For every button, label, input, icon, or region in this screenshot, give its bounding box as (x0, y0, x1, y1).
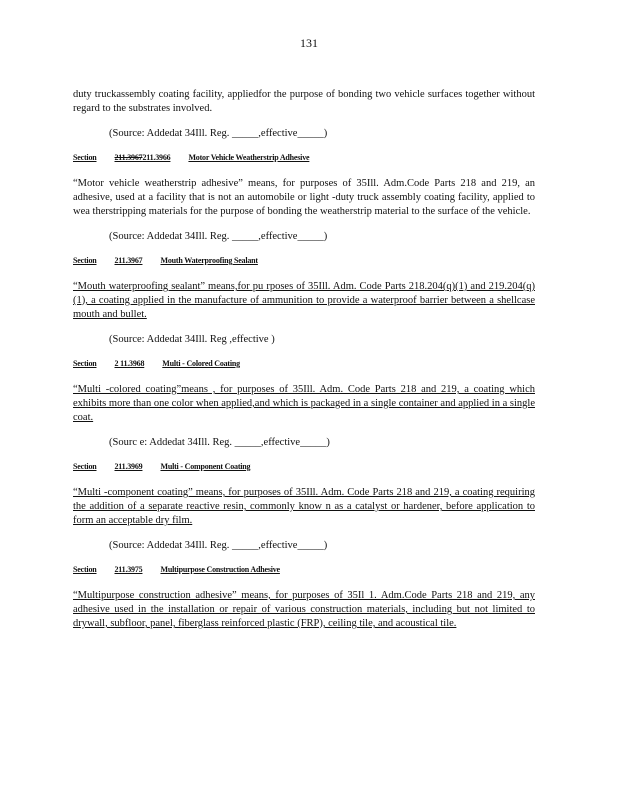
section-title: Motor Vehicle Weatherstrip Adhesive (188, 153, 310, 162)
section-number: 211.3967 (114, 256, 143, 265)
section-title: Multi - Colored Coating (162, 359, 240, 368)
source-note: (Source: Addedat 34Ill. Reg. _____,effective_____) (109, 540, 328, 551)
definition-paragraph: “Multipurpose construction adhesive” means, for purposes of 35Il 1. Adm.Code Parts 218 and 219, any adhesive used in the installation or repair of various construction materials, including but not limited to drywall, subfloor, panel, fiberglass reinforced plastic (FRP), ceiling tile, and acoustical tile. (73, 590, 535, 629)
page-number: 131 (300, 36, 318, 50)
continuation-paragraph: duty truckassembly coating facility, appliedfor the purpose of bonding two vehicle surfaces together without regard to the substrates involved. (73, 89, 535, 114)
section-heading (73, 358, 535, 369)
section-title: Multi - Component Coating (160, 462, 251, 471)
section-label: Section (73, 359, 97, 368)
source-note: (Source: Addedat 34Ill. Reg. _____,effective_____) (109, 231, 328, 242)
source-note: (Source: Addedat 34Ill. Reg. _____,effective_____) (109, 128, 328, 139)
section-heading (73, 152, 535, 163)
section-title: Multipurpose Construction Adhesive (160, 565, 280, 574)
section-label: Section (73, 462, 97, 471)
section-heading (73, 564, 535, 575)
section-label: Section (73, 565, 97, 574)
section-label: Section (73, 153, 97, 162)
section-number: 211.3969 (114, 462, 143, 471)
section-title: Mouth Waterproofing Sealant (160, 256, 258, 265)
source-note: (Sourc e: Addedat 34Ill. Reg. _____,effective_____) (109, 437, 330, 448)
section-number-struck: 211.3967 (114, 153, 143, 162)
definition-paragraph: “Mouth waterproofing sealant” means,for pu rposes of 35Ill. Adm. Code Parts 218.204(q)(1) and 219.204(q)(1), a coating applied in the manufacture of ammunition to provide a waterproof barrier between a shellcase mouth and bullet. (73, 281, 535, 320)
definition-paragraph: “Multi -component coating” means, for purposes of 35Ill. Adm. Code Parts 218 and 219, a coating requiring the addition of a separate reactive resin, commonly know n as a catalyst or hardener, before application to form an acceptable dry film. (73, 487, 535, 526)
source-note: (Source: Addedat 34Ill. Reg ,effective ) (109, 334, 275, 345)
section-label: Section (73, 256, 97, 265)
section-number: 211.3966 (142, 153, 171, 162)
section-number: 211.3975 (114, 565, 143, 574)
definition-paragraph: “Multi -colored coating”means , for purposes of 35Ill. Adm. Code Parts 218 and 219, a coating which exhibits more than one color when applied,and which is packaged in a single container and applied in a single coat. (73, 384, 535, 423)
section-number: 2 11.3968 (114, 359, 145, 368)
definition-paragraph: “Motor vehicle weatherstrip adhesive” means, for purposes of 35Ill. Adm.Code Parts 218 and 219, an adhesive, used at a facility that is not an automobile or light -duty truck assembly coating facility, applied to wea therstripping materials for the purpose of bonding the weatherstrip material to the surface of the vehicle. (73, 178, 535, 217)
section-heading (73, 255, 535, 266)
document-body (73, 88, 535, 631)
section-heading (73, 461, 535, 472)
